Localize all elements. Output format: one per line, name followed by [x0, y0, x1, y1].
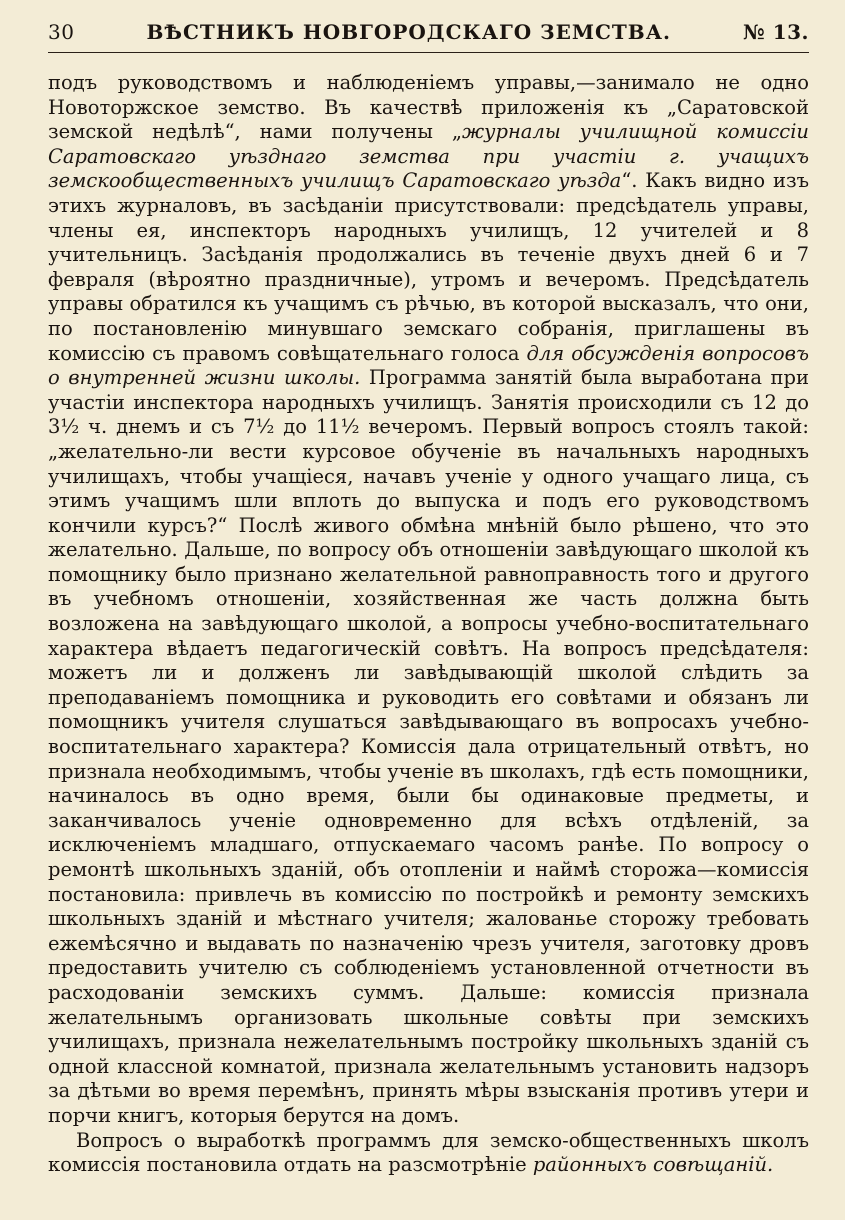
- paragraph-2-text-1: Вопросъ о выработкѣ программъ для земско-общественныхъ школъ комиссія постановила отдать на разсмотрѣніе: [48, 1128, 809, 1177]
- paragraph-1-italic-2: для обсужденія вопросовъ о внутренней жизни школы.: [48, 341, 809, 390]
- paragraph-1-text-1: подъ руководствомъ и наблюденіемъ управы,—занимало не одно Новоторжское земство. Въ качествѣ приложенія къ „Саратовской земской недѣлѣ“, нами получены „: [48, 71, 809, 144]
- paragraph-2-italic-1: районныхъ совѣщаній.: [532, 1153, 774, 1177]
- paragraph-1-text-2: “. Какъ видно изъ этихъ журналовъ, въ засѣданіи присутствовали: предсѣдатель управы, члены ея, инспекторъ народныхъ училищъ, 12 учителей и 8 учительницъ. Засѣданія продолжались въ теченіе двухъ дней 6 и 7 февраля (вѣроятно праздничные), утромъ и вечеромъ. Предсѣдатель управы обратился къ учащимъ съ рѣчью, въ которой высказалъ, что они, по постановленію минувшаго земскаго собранія, приглашены въ комиссію съ правомъ совѣщательнаго голоса: [48, 169, 809, 365]
- running-header: [48, 20, 809, 53]
- journal-title: ВѢСТНИКЪ НОВГОРОДСКАГО ЗЕМСТВА.: [146, 20, 671, 44]
- paragraph-1-text-3: Программа занятій была выработана при участіи инспектора народныхъ училищъ. Занятія происходили съ 12 до 3½ ч. днемъ и съ 7½ до 11½ вечеромъ. Первый вопросъ стоялъ такой: „желательно-ли вести курсовое обученіе въ начальныхъ народныхъ училищахъ, чтобы учащіеся, начавъ ученіе у одного учащаго лица, съ этимъ учащимъ шли вплоть до выпуска и подъ его руководствомъ кончили курсъ?“ Послѣ живого обмѣна мнѣній было рѣшено, что это желательно. Дальше, по вопросу объ отношеніи завѣдующаго школой къ помощнику было признано желательной равноправность того и другого въ учебномъ отношеніи, хозяйственная же часть должна быть возложена на завѣдующаго школой, а вопросы учебно-воспитательнаго характера вѣдаетъ педагогическій совѣтъ. На вопросъ предсѣдателя: можетъ ли и долженъ ли завѣдывающій школой слѣдить за преподаваніемъ помощника и руководить его совѣтами и обязанъ ли помощникъ учителя слушаться завѣдывающаго въ вопросахъ учебно-воспитательнаго характера? Комиссія дала отрицательный отвѣтъ, но признала необходимымъ, чтобы ученіе въ школахъ, гдѣ есть помощники, начиналось въ одно время, были бы одинаковые предметы, и заканчивалось ученіе одновременно для всѣхъ отдѣленій, за исключеніемъ младшаго, отпускаемаго часомъ ранѣе. По вопросу о ремонтѣ школьныхъ зданій, объ отопленіи и наймѣ сторожа—комиссія постановила: привлечь въ комиссію по постройкѣ и ремонту земскихъ школьныхъ зданій и мѣстнаго учителя; жалованье сторожу требовать ежемѣсячно и выдавать по назначенію чрезъ учителя, заготовку дровъ предоставить учителю съ соблюденіемъ установленной отчетности въ расходованіи земскихъ суммъ. Дальше: комиссія признала желательнымъ организовать школьные совѣты при земскихъ училищахъ, признала нежелательнымъ постройку школьныхъ зданій съ одной классной комнатой, признала желательнымъ установить надзоръ за дѣтьми во время перемѣнъ, принять мѣры взысканія противъ утери и порчи книгъ, которыя берутся на домъ.: [48, 366, 809, 1127]
- article-body: [48, 71, 809, 1178]
- page-number: 30: [48, 20, 75, 44]
- paragraph-1-italic-1: журналы училищной комиссіи Саратовскаго уѣзднаго земства при участіи г. учащихъ земскообщественныхъ училищъ Саратовскаго уѣзда: [48, 120, 809, 193]
- paragraph-2: [48, 1129, 809, 1178]
- paragraph-1: [48, 71, 809, 1129]
- issue-number: № 13.: [743, 20, 809, 44]
